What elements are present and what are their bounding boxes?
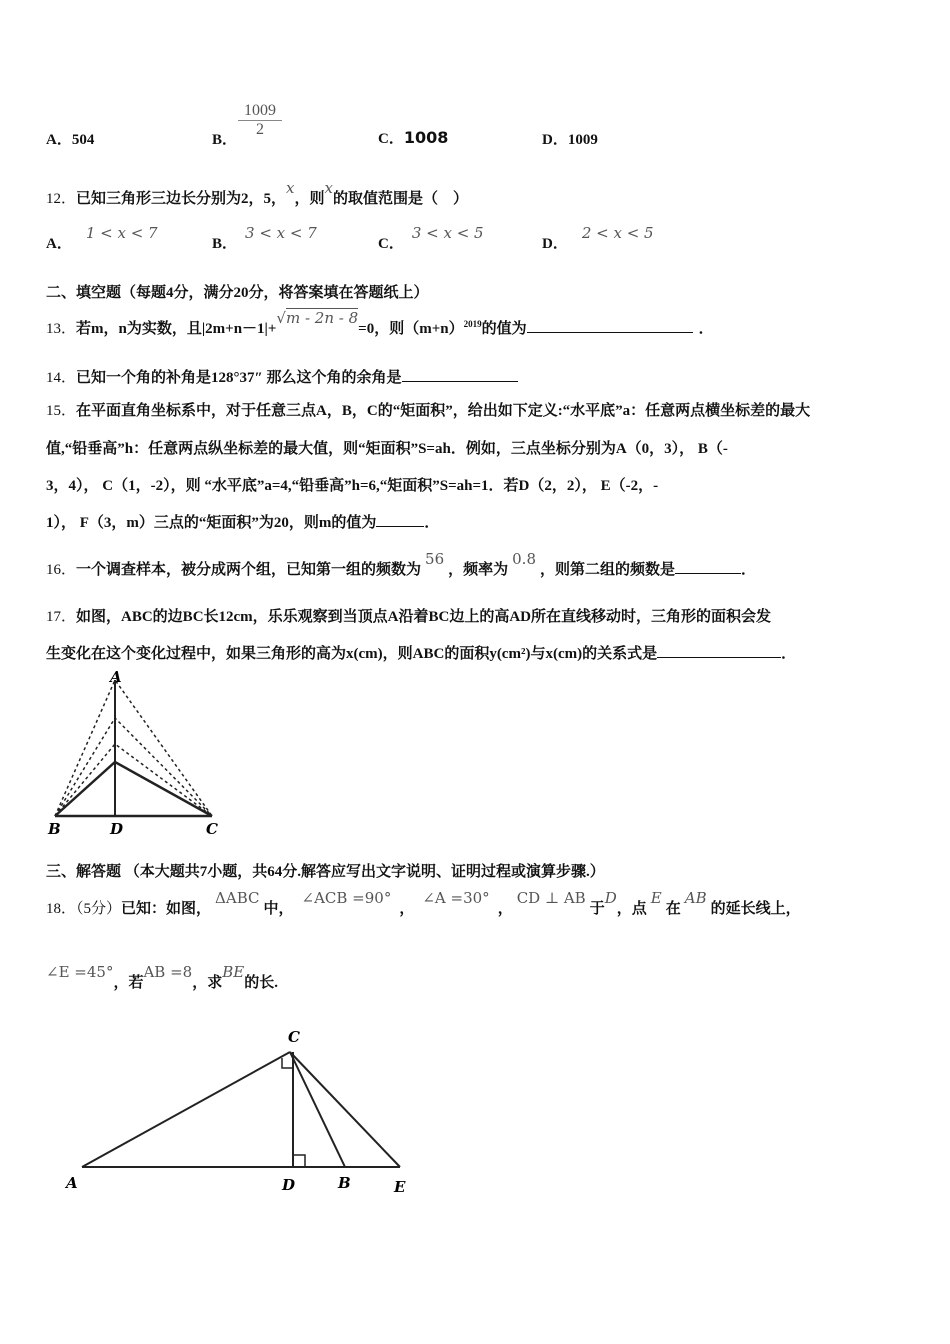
question-number: 13． (46, 321, 77, 337)
option-letter: A． (46, 132, 72, 148)
question-text: 若m，n为实数，且|2m+n－1|+ (76, 321, 277, 337)
question-text: ， (497, 901, 513, 917)
question-15-line: 3，4）， C（1，-2），则 “水平底”a=4,“铅垂高”h=6,“矩面积”S=ah=1．若D（2，2）， E（-2，- (46, 478, 659, 494)
option-a (46, 128, 94, 149)
exponent: 2019 (463, 319, 482, 329)
option-letter: B． (212, 132, 238, 148)
option-letter: D． (542, 236, 568, 252)
solid-triangle (55, 762, 212, 816)
option-value: 1009 (567, 132, 598, 148)
math: CD ⊥ AB (516, 889, 586, 907)
q12-option-d (542, 224, 654, 253)
question-text: ，求 (192, 975, 223, 991)
triangle-figure-q17 (40, 668, 230, 840)
option-expr: 1 < x < 7 (85, 224, 158, 242)
question-text: 的长. (244, 975, 278, 991)
right-angle-mark (293, 1155, 305, 1167)
denominator: 2 (256, 121, 264, 138)
option-b (212, 128, 237, 149)
label-d: D (110, 820, 124, 838)
question-15-line: 值,“铅垂高”h：任意两点纵坐标差的最大值，则“矩面积”S=ah．例如，三点坐标分别为A（0，3）， B（- (46, 441, 728, 457)
punct: ． (781, 646, 797, 662)
dashed-triangle (55, 744, 212, 816)
question-17-line (46, 642, 796, 663)
question-number: 12． (46, 191, 77, 207)
question-text: 在 (665, 901, 681, 917)
side-ac (82, 1052, 290, 1167)
fraction-1009-2 (238, 102, 282, 139)
label-a: A (110, 668, 122, 686)
math: ∠A =30° (422, 889, 490, 907)
question-text: 在平面直角坐标系中，对于任意三点A，B，C的“矩面积”，给出如下定义:“水平底”a：任意两点横坐标差的最大 (76, 403, 811, 419)
question-text: 如图，ABC的边BC长12cm，乐乐观察到当顶点A沿着BC边上的高AD所在直线移动时，三角形的面积会发 (76, 609, 772, 625)
option-expr: 3 < x < 7 (245, 224, 317, 242)
label-c: C (206, 820, 218, 838)
radicand: m - 2n - 8 (285, 309, 359, 327)
question-text: 生变化在这个变化过程中，如果三角形的高为x(cm)，则ABC的面积y(cm²)与x(cm)的关系式是 (46, 646, 658, 662)
question-text: ，则第二组的频数是 (540, 562, 676, 578)
math: ∠E =45° (46, 963, 114, 981)
option-letter: A． (46, 236, 72, 252)
punct: ． (424, 515, 440, 531)
question-text: 已知：如图， (121, 901, 212, 917)
question-18-line (46, 963, 278, 992)
question-15-line (46, 399, 810, 420)
question-17-line (46, 605, 771, 626)
question-text: 已知三角形三边长分别为2，5， (76, 191, 287, 207)
label-d: D (282, 1176, 296, 1194)
math: D (604, 889, 617, 907)
question-text: ，频率为 (448, 562, 509, 578)
q12-option-a (46, 224, 158, 253)
question-16 (46, 550, 757, 579)
math: AB =8 (143, 963, 193, 981)
question-text: ， (399, 901, 415, 917)
answer-blank[interactable] (402, 367, 518, 382)
option-letter: C． (378, 236, 404, 252)
numerator: 1009 (238, 102, 282, 121)
answer-blank[interactable] (675, 559, 741, 574)
answer-blank[interactable] (657, 643, 781, 658)
math: AB (684, 889, 707, 907)
math: ΔABC (215, 889, 260, 907)
question-text: 中， (263, 901, 294, 917)
question-text: 于 (589, 901, 605, 917)
q12-option-c (378, 224, 484, 253)
question-13 (46, 309, 714, 338)
side-ce (290, 1052, 400, 1167)
answer-blank[interactable] (527, 318, 693, 333)
option-c (378, 127, 448, 148)
math: ∠ACB =90° (301, 889, 392, 907)
math: BE (222, 963, 245, 981)
option-expr: 2 < x < 5 (581, 224, 654, 242)
math: x (286, 179, 295, 197)
question-number: 16． (46, 562, 77, 578)
score: （5分） (76, 901, 122, 917)
math: x (324, 179, 333, 197)
option-expr: 3 < x < 5 (411, 224, 484, 242)
question-number: 17． (46, 609, 77, 625)
sqrt-expr: √m - 2n - 8 (276, 309, 359, 327)
label-b: B (338, 1174, 351, 1192)
option-letter: B． (212, 236, 238, 252)
label-e: E (394, 1178, 406, 1196)
option-letter: D． (542, 132, 568, 148)
option-value: 1008 (403, 128, 449, 147)
label-b: B (48, 820, 61, 838)
question-text: ，则 (294, 191, 325, 207)
math: 0.8 (512, 550, 536, 568)
question-text: ，若 (113, 975, 144, 991)
question-text: 1）， F（3，m）三点的“矩面积”为20，则m的值为 (46, 515, 377, 531)
question-text: 的值为 (481, 321, 527, 337)
math: E (650, 889, 662, 907)
math: 56 (425, 550, 445, 568)
question-text: 的取值范围是（ ） (332, 191, 468, 207)
question-18-line (46, 889, 801, 918)
question-text: ，点 (616, 901, 647, 917)
question-text: 一个调查样本，被分成两个组，已知第一组的频数为 (76, 562, 422, 578)
label-a: A (66, 1174, 78, 1192)
question-number: 14． (46, 370, 77, 386)
question-number: 18． (46, 901, 77, 917)
question-text: =0，则（m+n） (358, 321, 464, 337)
q12-option-b (212, 224, 317, 253)
option-letter: C． (378, 131, 404, 147)
question-12 (46, 179, 468, 208)
dashed-triangle (55, 718, 212, 816)
question-text: 的延长线上， (710, 901, 801, 917)
section-heading-3: 三、解答题 （本大题共7小题，共64分.解答应写出文字说明、证明过程或演算步骤.） (46, 864, 605, 880)
question-15-line (46, 511, 439, 532)
option-d (542, 128, 598, 149)
question-text: 已知一个角的补角是128°37″ 那么这个角的余角是 (76, 370, 402, 386)
section-heading-2: 二、填空题（每题4分，满分20分，将答案填在答题纸上） (46, 285, 429, 301)
punct: ． (741, 562, 757, 578)
question-14 (46, 366, 518, 387)
triangle-figure-q18 (60, 1022, 420, 1202)
question-number: 15． (46, 403, 77, 419)
side-cb (290, 1052, 345, 1167)
label-c: C (288, 1028, 300, 1046)
punct: ． (698, 321, 714, 337)
answer-blank[interactable] (376, 512, 424, 527)
option-value: 504 (71, 132, 95, 148)
